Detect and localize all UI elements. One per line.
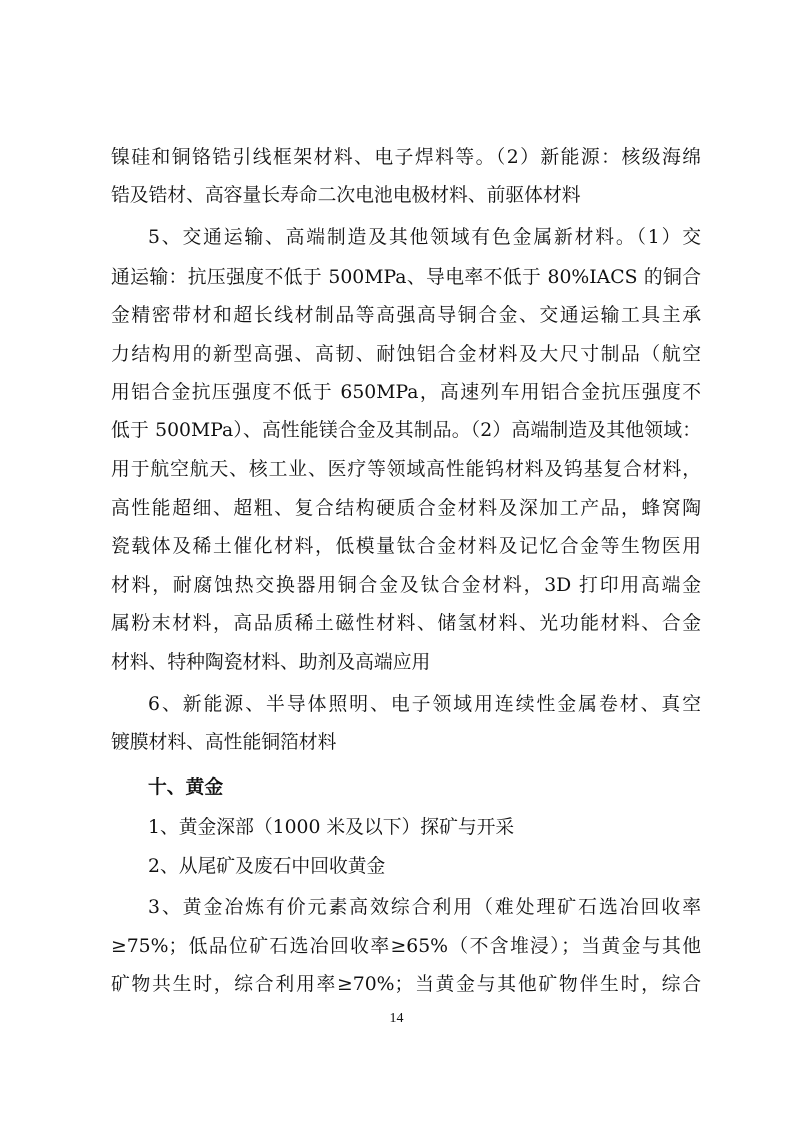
body-text-line: 镍硅和铜铬锆引线框架材料、电子焊料等。（2）新能源：核级海绵 (111, 147, 701, 168)
list-item-2: 2、从尾矿及废石中回收黄金 (148, 856, 386, 877)
body-text-line: 高性能超细、超粗、复合结构硬质合金材料及深加工产品，蜂窝陶 (111, 498, 701, 519)
body-text-line: ≥75%；低品位矿石选冶回收率≥65%（不含堆浸）；当黄金与其他 (111, 936, 701, 957)
body-text-line: 材料、特种陶瓷材料、助剂及高端应用 (111, 652, 431, 673)
body-text-line: 金精密带材和超长线材制品等高强高导铜合金、交通运输工具主承 (111, 305, 701, 326)
body-text-line: 属粉末材料，高品质稀土磁性材料、储氢材料、光功能材料、合金 (111, 613, 701, 634)
body-text-line: 用于航空航天、核工业、医疗等领域高性能钨材料及钨基复合材料， (111, 459, 701, 480)
body-text-line: 锆及锆材、高容量长寿命二次电池电极材料、前驱体材料 (111, 185, 581, 206)
body-text-line: 用铝合金抗压强度不低于 650MPa，高速列车用铝合金抗压强度不 (111, 382, 701, 403)
body-text-line: 通运输：抗压强度不低于 500MPa、导电率不低于 80%IACS 的铜合 (111, 267, 701, 288)
list-item-1: 1、黄金深部（1000 米及以下）探矿与开采 (148, 817, 515, 838)
body-text-line: 矿物共生时，综合利用率≥70%；当黄金与其他矿物伴生时，综合 (111, 974, 701, 995)
body-text-line: 低于 500MPa）、高性能镁合金及其制品。（2）高端制造及其他领域： (111, 420, 701, 441)
list-item-3-line: 3、黄金冶炼有价元素高效综合利用（难处理矿石选冶回收率 (148, 897, 701, 918)
list-item-5-line: 5、交通运输、高端制造及其他领域有色金属新材料。（1）交 (148, 227, 701, 248)
list-item-6-line: 6、新能源、半导体照明、电子领域用连续性金属卷材、真空 (148, 694, 701, 715)
body-text-line: 瓷载体及稀土催化材料，低模量钛合金材料及记忆合金等生物医用 (111, 536, 701, 557)
body-text-line: 镀膜材料、高性能铜箔材料 (111, 732, 337, 753)
body-text-line: 材料，耐腐蚀热交换器用铜合金及钛合金材料，3D 打印用高端金 (111, 575, 701, 596)
section-heading: 十、黄金 (148, 776, 224, 798)
body-text-line: 力结构用的新型高强、高韧、耐蚀铝合金材料及大尺寸制品（航空 (111, 344, 701, 365)
page-number: 14 (389, 1011, 404, 1026)
